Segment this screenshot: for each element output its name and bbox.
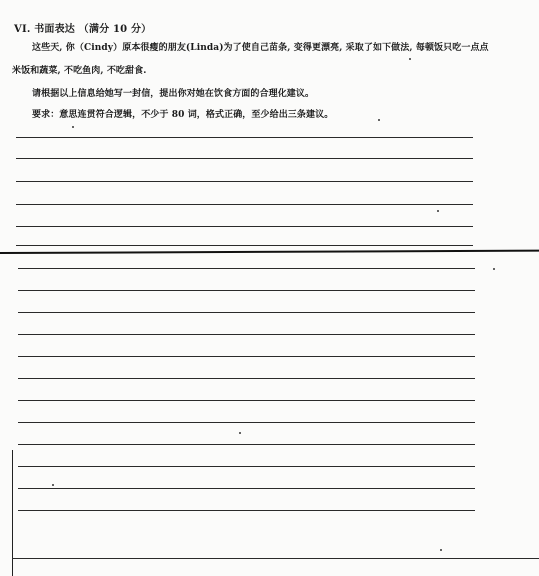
section-heading: VI. 书面表达 （满分 10 分） bbox=[14, 24, 152, 35]
writing-line[interactable] bbox=[16, 226, 473, 227]
writing-line[interactable] bbox=[18, 400, 475, 401]
prompt-line-2: 米饭和蔬菜, 不吃鱼肉, 不吃甜食. bbox=[12, 66, 147, 76]
instruction-text: 请根据以上信息给她写一封信，提出你对她在饮食方面的合理化建议。 bbox=[32, 89, 315, 99]
writing-line[interactable] bbox=[16, 137, 473, 138]
writing-line[interactable] bbox=[18, 466, 475, 467]
prompt-line-1: 这些天, 你（Cindy）原本很瘦的朋友(Linda)为了使自己苗条, 变得更漂亮, 采取了如下做法, 每顿饭只吃一点点 bbox=[32, 43, 489, 53]
writing-line[interactable] bbox=[16, 245, 473, 246]
writing-line[interactable] bbox=[18, 444, 475, 445]
writing-line[interactable] bbox=[16, 158, 473, 159]
writing-line[interactable] bbox=[18, 378, 475, 379]
scan-speck bbox=[440, 549, 442, 551]
scan-speck bbox=[52, 484, 54, 486]
writing-line[interactable] bbox=[18, 510, 475, 511]
writing-line[interactable] bbox=[18, 356, 475, 357]
scan-speck bbox=[493, 268, 495, 270]
writing-line[interactable] bbox=[18, 290, 475, 291]
scan-speck bbox=[378, 119, 380, 121]
writing-line[interactable] bbox=[18, 312, 475, 313]
bottom-edge bbox=[12, 558, 539, 559]
scan-speck bbox=[239, 432, 241, 434]
requirements-text: 要求：意思连贯符合逻辑，不少于 80 词，格式正确，至少给出三条建议。 bbox=[32, 110, 334, 120]
scan-speck bbox=[409, 58, 411, 60]
writing-line[interactable] bbox=[16, 204, 473, 205]
writing-line[interactable] bbox=[18, 422, 475, 423]
scan-speck bbox=[72, 126, 74, 128]
writing-line[interactable] bbox=[16, 181, 473, 182]
writing-line[interactable] bbox=[18, 488, 475, 489]
scan-speck bbox=[437, 210, 439, 212]
page-divider bbox=[0, 250, 539, 254]
writing-line[interactable] bbox=[18, 268, 475, 269]
writing-line[interactable] bbox=[18, 334, 475, 335]
